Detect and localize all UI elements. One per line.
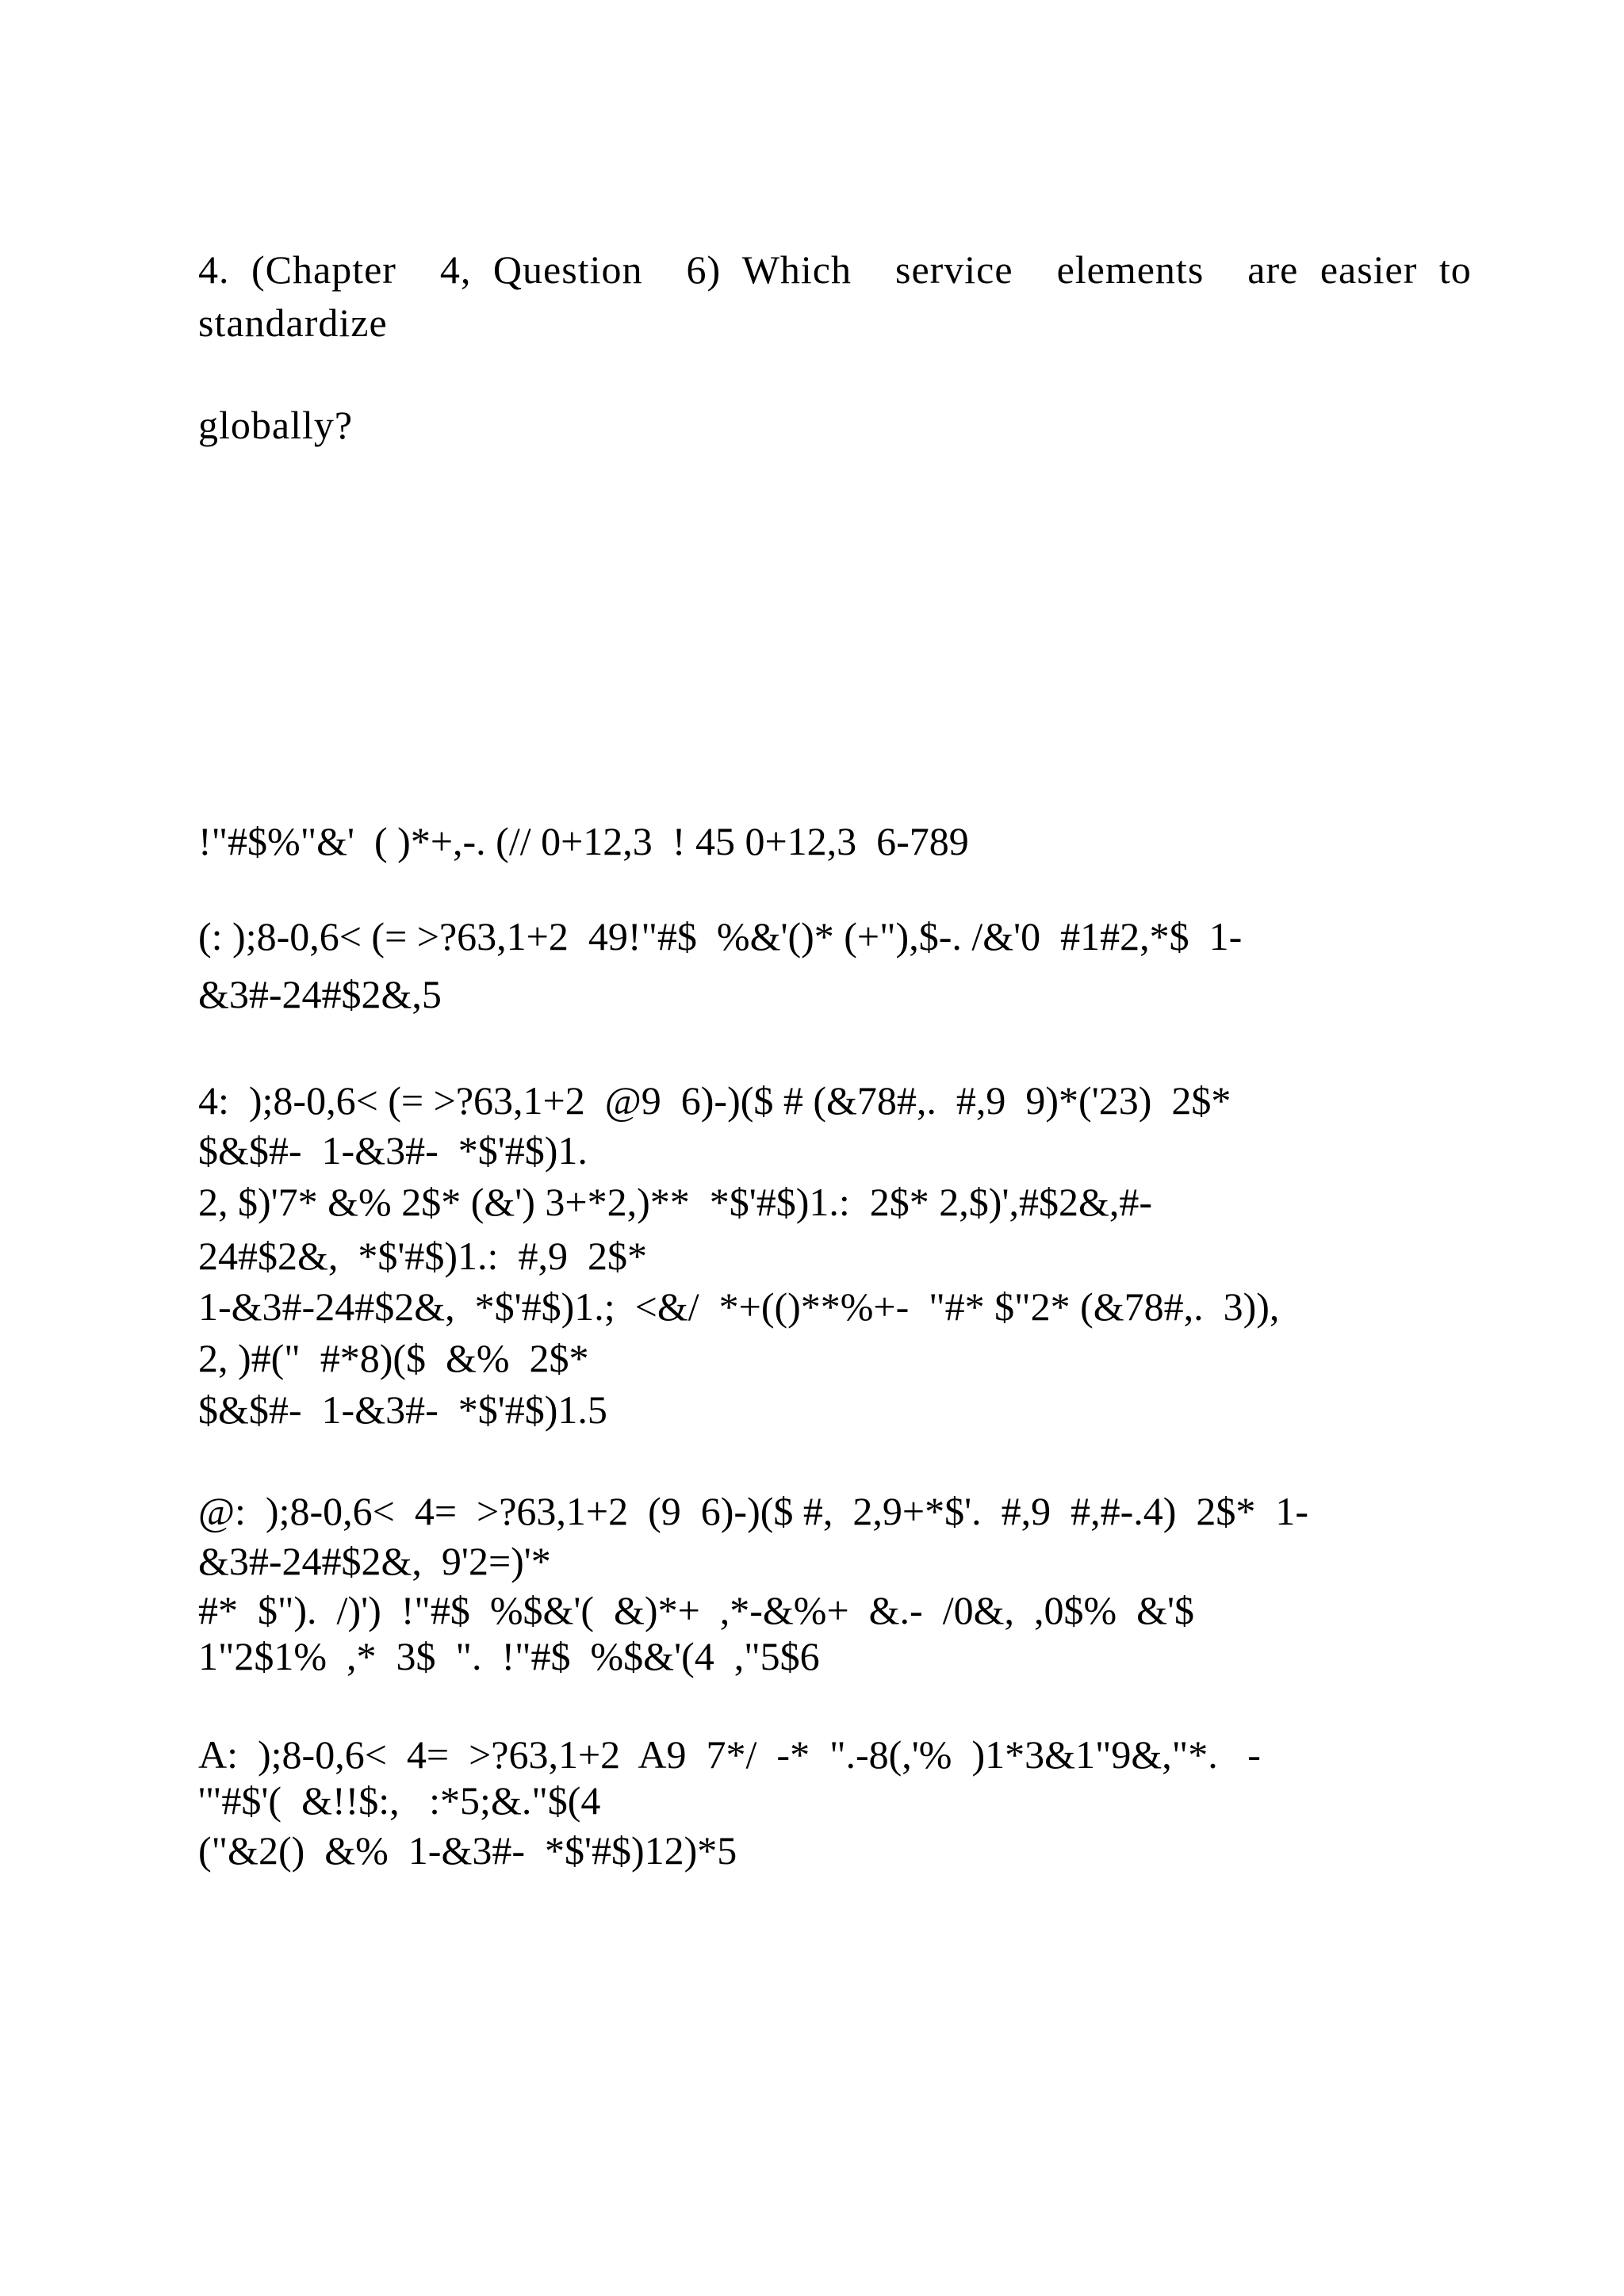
question-heading-line-3: globally?: [198, 403, 354, 447]
garbled-text-line: !"#$%"&' ( )*+,-. (// 0+12,3 ! 45 0+12,3 6-789: [198, 819, 969, 863]
garbled-text-line: &3#-24#$2&,5: [198, 972, 442, 1016]
question-heading-line-1: 4. (Chapter 4, Question 6) Which service elements are easier to: [198, 247, 1472, 292]
garbled-text-line: &3#-24#$2&, 9'2=)'*: [198, 1539, 551, 1583]
garbled-text-line: (: );8-0,6< (= >?63,1+2 49!"#$ %&'()* (+"),$-. /&'0 #1#2,*$ 1-: [198, 914, 1243, 959]
garbled-text-line: 1-&3#-24#$2&, *$'#$)1.; <&/ *+(()**%+- "#* $"2* (&78#,. 3)),: [198, 1284, 1280, 1329]
garbled-text-line: #* $"). /)') !"#$ %$&'( &)*+ ,*-&%+ &.- /0&, ,0$% &'$: [198, 1588, 1195, 1632]
garbled-text-line: 24#$2&, *$'#$)1.: #,9 2$*: [198, 1234, 647, 1278]
garbled-text-line: 2, $)'7* &% 2$* (&') 3+*2,)** *$'#$)1.: 2$* 2,$)',#$2&,#-: [198, 1180, 1153, 1224]
garbled-text-line: 2, )#(" #*8)($ &% 2$*: [198, 1336, 589, 1380]
garbled-text-line: $&$#- 1-&3#- *$'#$)1.: [198, 1128, 588, 1173]
garbled-text-line: 4: );8-0,6< (= >?63,1+2 @9 6)-)($ # (&78#,. #,9 9)*('23) 2$*: [198, 1078, 1231, 1123]
garbled-text-line: @: );8-0,6< 4= >?63,1+2 (9 6)-)($ #, 2,9+*$'. #,9 #,#-.4) 2$* 1-: [198, 1489, 1309, 1533]
garbled-text-line: 1"2$1% ,* 3$ ". !"#$ %$&'(4 ,"5$6: [198, 1634, 820, 1678]
garbled-text-line: A: );8-0,6< 4= >?63,1+2 A9 7*/ -* ".-8(,'% )1*3&1"9&,"*. -: [198, 1732, 1261, 1777]
question-heading-line-2: standardize: [198, 300, 388, 345]
garbled-text-line: ("&2() &% 1-&3#- *$'#$)12)*5: [198, 1828, 737, 1873]
garbled-text-line: '"#$'( &!!$:, :*5;&."$(4: [198, 1778, 601, 1823]
garbled-text-line: $&$#- 1-&3#- *$'#$)1.5: [198, 1387, 607, 1432]
